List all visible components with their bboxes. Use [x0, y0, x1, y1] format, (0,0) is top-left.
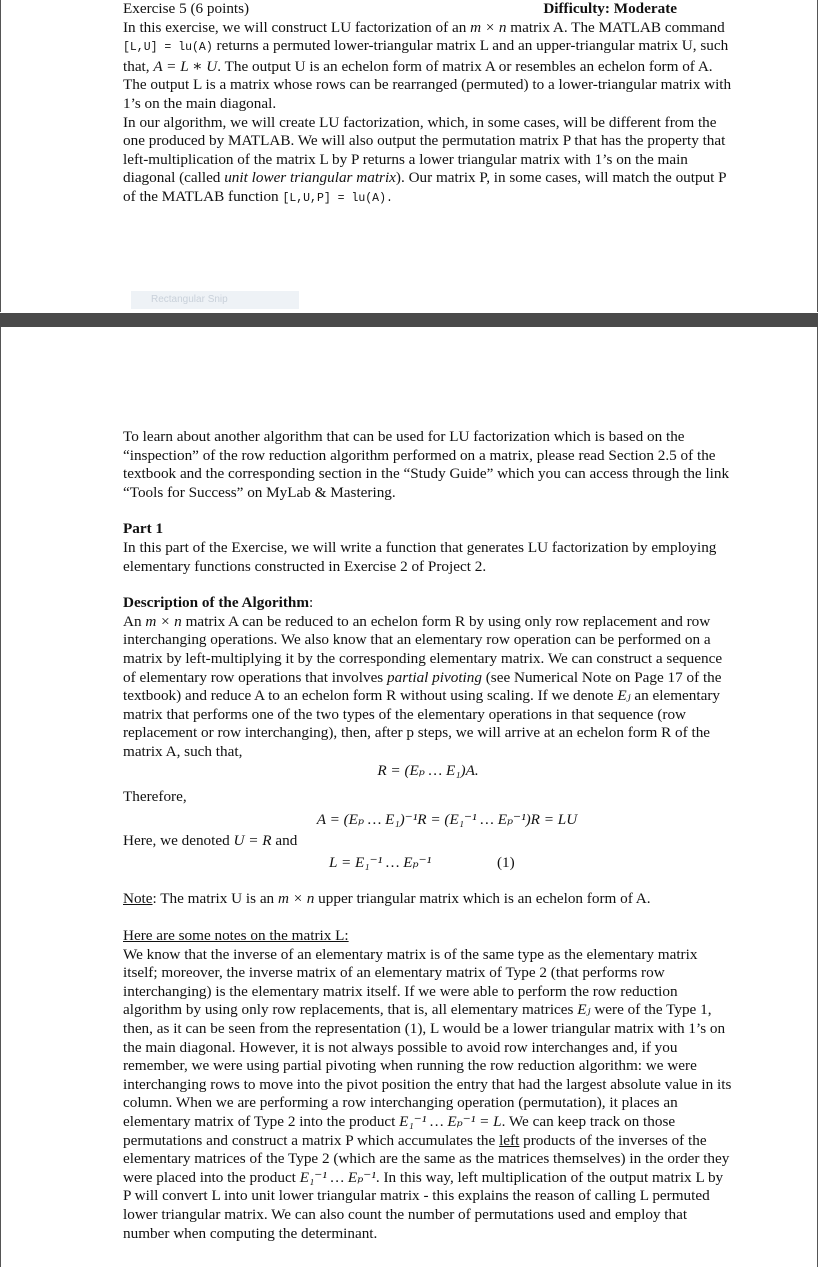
note-paragraph: Note: The matrix U is an m × n upper triangular matrix which is an echelon form of A.: [123, 890, 651, 908]
exercise-title: Exercise 5 (6 points): [123, 0, 250, 17]
exercise-section: [123, 0, 733, 209]
code-lu: [L,U] = lu(A): [123, 41, 213, 55]
rectangular-snip-overlay[interactable]: Rectangular Snip: [131, 291, 299, 309]
exercise-header: [123, 0, 733, 19]
equation-a-lu: A = (Eₚ … E₁)⁻¹R = (E₁⁻¹ … Eₚ⁻¹)R = LU: [316, 810, 578, 828]
here-text: Here, we denoted U = R and: [123, 832, 298, 850]
notes-paragraph: We know that the inverse of an elementary matrix is of the same type as the elementary matrix itself; moreover, the inverse matrix of an elementary matrix of Type 2 (that performs row interchanging) is the elementary matrix itself. If we were able to perform the row reduction algorithm by using only row replacements, that is, all elementary matrices Eⱼ were of the Type 1, then, as it can be seen from the representation (1), L would be a lower triangular matrix with 1’s on the main diagonal. However, it is not always possible to avoid row interchanges and, if you remember, we were using partial pivoting when running the row reduction algorithm: we were interchanging rows to move into the pivot position the entry that had the largest absolute value in its column. When we are performing a row interchanging operation (permutation), it places an elementary matrix of Type 2 into the product E₁⁻¹ … Eₚ⁻¹ = L. We can keep track on those permutations and construct a matrix P which accumulates the left products of the inverses of the elementary matrices of the Type 2 (which are the same as the matrices themselves) in the order they were placed into the product E₁⁻¹ … Eₚ⁻¹. In this way, left multiplication of the output matrix L by P will convert L into unit lower triangular matrix - this explains the reason of calling L permuted lower triangular matrix. We can also count the number of permutations used and employ that number when computing the determinant.: [123, 945, 732, 1242]
equation-number: (1): [497, 853, 515, 871]
part1-title: Part 1: [123, 520, 164, 538]
equation-l: L = E₁⁻¹ … Eₚ⁻¹ (1): [329, 853, 515, 871]
intro-paragraph-2: In our algorithm, we will create LU factorization, which, in some cases, will be different from the one produced by MATLAB. We will also output the permutation matrix P that has the property that left-multiplication of the matrix L by P returns a lower triangular matrix with 1’s on the main diagonal (called unit lower triangular matrix). Our matrix P, in some cases, will match the output P of the MATLAB function [L,U,P] = lu(A).: [123, 113, 727, 205]
page2-content: [123, 428, 733, 1243]
document-page-1: [0, 0, 818, 312]
document-page-2: [0, 327, 818, 1267]
exercise-points: (6 points): [190, 0, 250, 17]
algorithm-paragraph: An m × n matrix A can be reduced to an echelon form R by using only row replacement and row interchanging operations. We also know that an elementary row operation can be performed on a matrix by left-multiplying it by the corresponding elementary matrix. We can construct a sequence of elementary row operations that involves partial pivoting (see Numerical Note on Page 17 of the textbook) and reduce A to an echelon form R without using scaling. If we denote Eⱼ an elementary matrix that performs one of the two types of the elementary operations in that sequence (row replacement or row interchanging), then, after p steps, we will arrive at an echelon form R of the matrix A, such that,: [123, 612, 723, 760]
equation-r: R = (Eₚ … E₁)A.: [377, 761, 479, 779]
intro-paragraph-1: In this exercise, we will construct LU factorization of an m × n matrix A. The MATLAB command [L,U] = lu(A) returns a permuted lower-triangular matrix L and an upper-triangular matrix U, such that, A = L ∗ U. The output U is an echelon form of matrix A or resembles an echelon form of A. The output L is a matrix whose rows can be rearranged (permuted) to a lower-triangular matrix with 1’s on the main diagonal.: [123, 18, 732, 112]
therefore-text: Therefore,: [123, 788, 187, 806]
code-lup: [L,U,P] = lu(A).: [282, 191, 393, 205]
part1-text: In this part of the Exercise, we will write a function that generates LU factorization by employing elementary functions constructed in Exercise 2 of Project 2.: [123, 538, 717, 575]
page-separator: [0, 313, 818, 327]
intro-paragraph: To learn about another algorithm that can be used for LU factorization which is based on the “inspection” of the row reduction algorithm performed on a matrix, please read Section 2.5 of the textbook and the corresponding section in the “Study Guide” which you can access through the link “Tools for Success” on MyLab & Mastering.: [123, 428, 730, 501]
notes-title: Here are some notes on the matrix L:: [123, 927, 349, 945]
algorithm-description: Description of the Algorithm:: [123, 594, 314, 612]
difficulty-label: Difficulty: Moderate: [543, 0, 677, 17]
note-label: Note: [123, 890, 153, 908]
description-title: Description of the Algorithm: [123, 594, 310, 612]
